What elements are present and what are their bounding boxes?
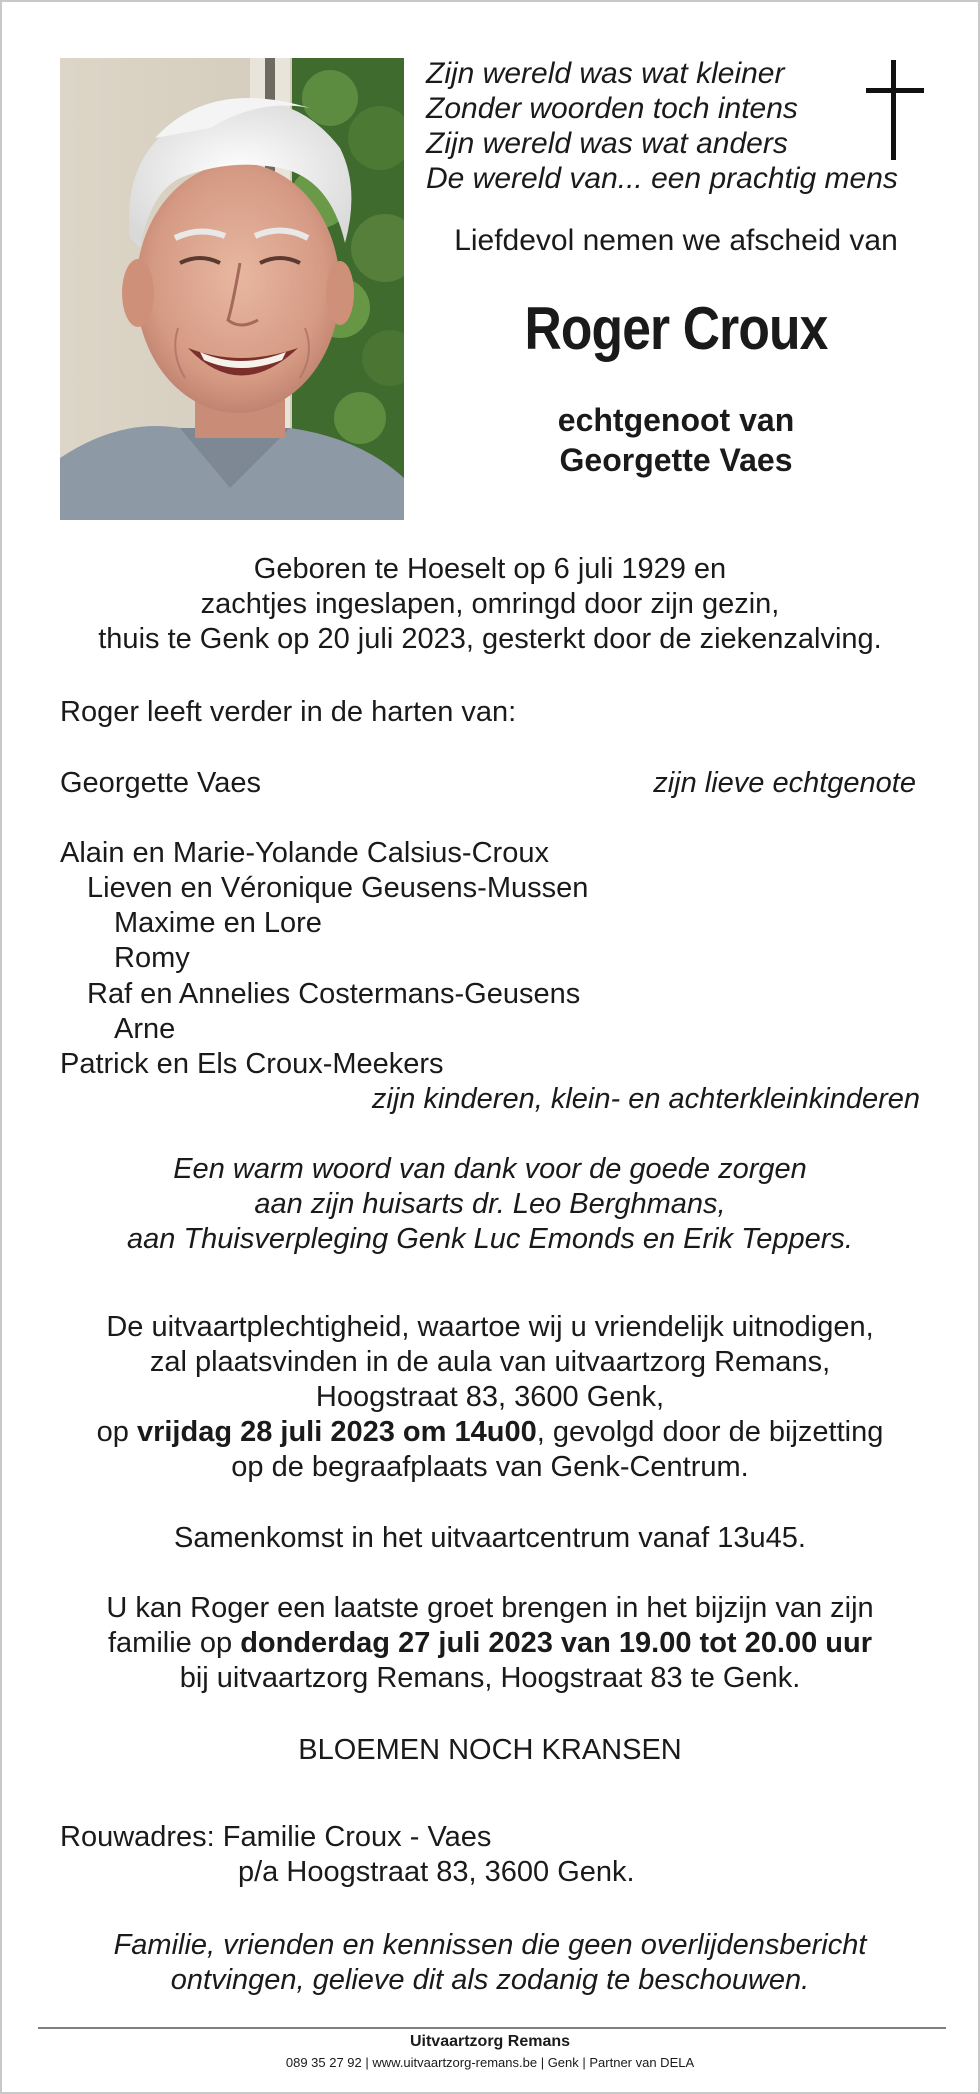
visit-line: [42, 1626, 938, 1661]
family-member: Lieven en Véronique Geusens-Mussen: [87, 872, 589, 904]
wife-role: zijn lieve echtgenote: [653, 767, 916, 799]
closing-line: Familie, vrienden en kennissen die geen overlijdensbericht: [113, 1929, 867, 1961]
thanks-line: Een warm woord van dank voor de goede zorgen: [173, 1153, 807, 1185]
intro-text: Liefdevol nemen we afscheid van: [454, 224, 898, 257]
family-member: Maxime en Lore: [114, 907, 322, 939]
spouse-label: echtgenoot van: [557, 402, 795, 438]
funeral-line: [42, 1415, 938, 1450]
poem-line: De wereld van... een prachtig mens: [426, 162, 898, 195]
cross-icon: [866, 60, 924, 160]
funeral-line: op de begraafplaats van Genk-Centrum.: [231, 1451, 749, 1483]
spouse-info: [426, 400, 926, 480]
family-member: Patrick en Els Croux-Meekers: [60, 1048, 444, 1080]
visit-date: donderdag 27 juli 2023 van 19.00 tot 20.00 uur: [240, 1627, 872, 1659]
birth-death-text: [42, 552, 938, 657]
born-line: thuis te Genk op 20 juli 2023, gesterkt door de ziekenzalving.: [98, 623, 882, 655]
family-member: Alain en Marie-Yolande Calsius-Croux: [60, 837, 549, 869]
born-line: zachtjes ingeslapen, omringd door zijn gezin,: [200, 588, 780, 620]
thanks-text: [42, 1152, 938, 1257]
portrait-image: [60, 58, 404, 520]
deceased-name: Roger Croux: [524, 295, 828, 362]
footer-contact: 089 35 27 92 | www.uitvaartzorg-remans.be | Genk | Partner van DELA: [285, 2055, 695, 2070]
poem-line: Zonder woorden toch intens: [426, 92, 798, 125]
address-line: Rouwadres: Familie Croux - Vaes: [60, 1821, 492, 1853]
funeral-date: vrijdag 28 juli 2023 om 14u00: [136, 1416, 537, 1448]
born-line: Geboren te Hoeselt op 6 juli 1929 en: [253, 553, 727, 585]
poem: [426, 56, 898, 196]
funeral-line: Hoogstraat 83, 3600 Genk,: [315, 1381, 665, 1413]
funeral-line: zal plaatsvinden in de aula van uitvaartzorg Remans,: [149, 1346, 831, 1378]
family-role: zijn kinderen, klein- en achterkleinkinderen: [371, 1083, 920, 1115]
closing-line: ontvingen, gelieve dit als zodanig te beschouwen.: [170, 1964, 810, 1996]
thanks-line: aan Thuisverpleging Genk Luc Emonds en Erik Teppers.: [127, 1223, 853, 1255]
funeral-pre: op: [96, 1416, 129, 1448]
footer-title: Uitvaartzorg Remans: [409, 2033, 571, 2050]
wife-name: Georgette Vaes: [60, 767, 261, 799]
thanks-line: aan zijn huisarts dr. Leo Berghmans,: [254, 1188, 726, 1220]
portrait-photo: [60, 58, 404, 520]
visit-line: U kan Roger een laatste groet brengen in het bijzijn van zijn: [106, 1592, 874, 1624]
flowers-text: BLOEMEN NOCH KRANSEN: [298, 1734, 682, 1766]
visit-pre: familie op: [108, 1627, 233, 1659]
poem-line: Zijn wereld was wat kleiner: [426, 57, 785, 90]
lives-on-text: Roger leeft verder in de harten van:: [60, 696, 517, 728]
funeral-line: De uitvaartplechtigheid, waartoe wij u vriendelijk uitnodigen,: [106, 1311, 874, 1343]
visit-line: bij uitvaartzorg Remans, Hoogstraat 83 te Genk.: [179, 1662, 801, 1694]
gathering-text: Samenkomst in het uitvaartcentrum vanaf 13u45.: [174, 1522, 806, 1554]
closing-text: [42, 1928, 938, 1998]
address-line: p/a Hoogstraat 83, 3600 Genk.: [238, 1856, 635, 1888]
family-member: Raf en Annelies Costermans-Geusens: [87, 978, 581, 1010]
family-member: Romy: [114, 942, 190, 974]
funeral-text: [42, 1310, 938, 1485]
family-member: Arne: [114, 1013, 176, 1045]
visit-text: [42, 1591, 938, 1696]
spouse-name: Georgette Vaes: [559, 442, 793, 478]
funeral-post: , gevolgd door de bijzetting: [536, 1416, 884, 1448]
footer-divider: [38, 2027, 946, 2029]
poem-line: Zijn wereld was wat anders: [426, 127, 788, 160]
